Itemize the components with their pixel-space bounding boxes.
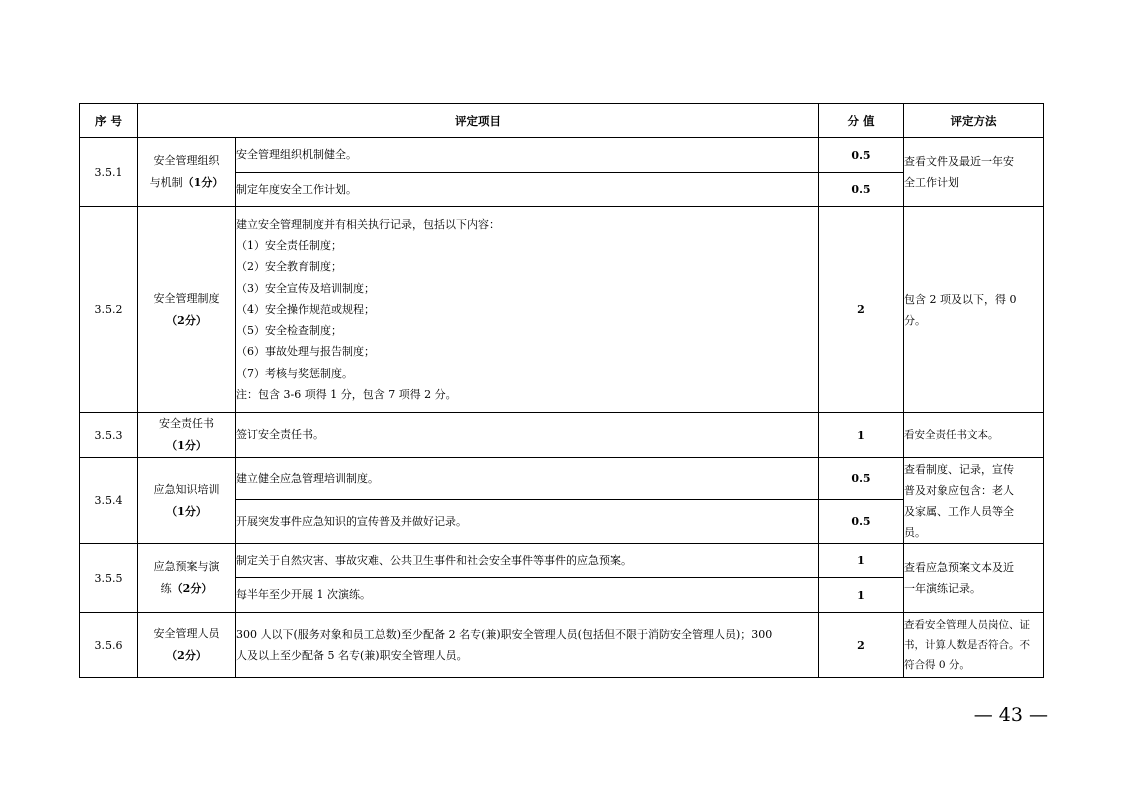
table-row: [80, 138, 1044, 173]
row-number: 3.5.3: [80, 413, 138, 458]
item-cell: 制定年度安全工作计划。: [236, 173, 819, 207]
item-cell: 建立安全管理制度并有相关执行记录，包括以下内容： （1）安全责任制度； （2）安全教育制度； （3）安全宣传及培训制度； （4）安全操作规范或规程； （5）安全检查制度； （6）事故处理与报告制度； （7）考核与奖惩制度。 注：包含 3-6 项得 1 分，包含 7 项得 2 分。: [236, 207, 819, 413]
header-no: 序 号: [80, 104, 138, 138]
table-row: [80, 413, 1044, 458]
item-cell: 开展突发事件应急知识的宣传普及并做好记录。: [236, 500, 819, 544]
method-cell: 查看应急预案文本及近 一年演练记录。: [904, 544, 1044, 613]
table-row: [80, 207, 1044, 413]
table-row: [80, 458, 1044, 500]
row-number: 3.5.6: [80, 613, 138, 678]
page-number: — 43 —: [973, 704, 1048, 726]
score-cell: 1: [819, 578, 904, 613]
method-cell: 包含 2 项及以下，得 0 分。: [904, 207, 1044, 413]
evaluation-table: [79, 103, 1044, 678]
score-cell: 0.5: [819, 458, 904, 500]
score-cell: 2: [819, 207, 904, 413]
method-cell: 查看文件及最近一年安 全工作计划: [904, 138, 1044, 207]
score-cell: 1: [819, 413, 904, 458]
category-cell: 安全管理制度 （2分）: [138, 207, 236, 413]
item-cell: 300 人以下(服务对象和员工总数)至少配备 2 名专(兼)职安全管理人员(包括但不限于消防安全管理人员)；300 人及以上至少配备 5 名专(兼)职安全管理人员。: [236, 613, 819, 678]
table-row: [80, 544, 1044, 578]
category-cell: 安全责任书 （1分）: [138, 413, 236, 458]
method-cell: 查看制度、记录，宣传 普及对象应包含：老人 及家属、工作人员等全 员。: [904, 458, 1044, 544]
method-cell: 查看安全管理人员岗位、证 书，计算人数是否符合。不 符合得 0 分。: [904, 613, 1044, 678]
header-score: 分 值: [819, 104, 904, 138]
header-method: 评定方法: [904, 104, 1044, 138]
item-cell: 建立健全应急管理培训制度。: [236, 458, 819, 500]
score-cell: 1: [819, 544, 904, 578]
table-header-row: [80, 104, 1044, 138]
item-cell: 签订安全责任书。: [236, 413, 819, 458]
item-cell: 制定关于自然灾害、事故灾难、公共卫生事件和社会安全事件等事件的应急预案。: [236, 544, 819, 578]
score-cell: 0.5: [819, 173, 904, 207]
row-number: 3.5.4: [80, 458, 138, 544]
row-number: 3.5.5: [80, 544, 138, 613]
row-number: 3.5.1: [80, 138, 138, 207]
category-cell: 安全管理人员 （2分）: [138, 613, 236, 678]
header-item: 评定项目: [138, 104, 819, 138]
category-cell: 应急知识培训 （1分）: [138, 458, 236, 544]
row-number: 3.5.2: [80, 207, 138, 413]
item-cell: 每半年至少开展 1 次演练。: [236, 578, 819, 613]
table-row: [80, 613, 1044, 678]
score-cell: 2: [819, 613, 904, 678]
method-cell: 看安全责任书文本。: [904, 413, 1044, 458]
score-cell: 0.5: [819, 138, 904, 173]
category-cell: 应急预案与演 练（2分）: [138, 544, 236, 613]
item-cell: 安全管理组织机制健全。: [236, 138, 819, 173]
score-cell: 0.5: [819, 500, 904, 544]
category-cell: 安全管理组织 与机制（1分）: [138, 138, 236, 207]
